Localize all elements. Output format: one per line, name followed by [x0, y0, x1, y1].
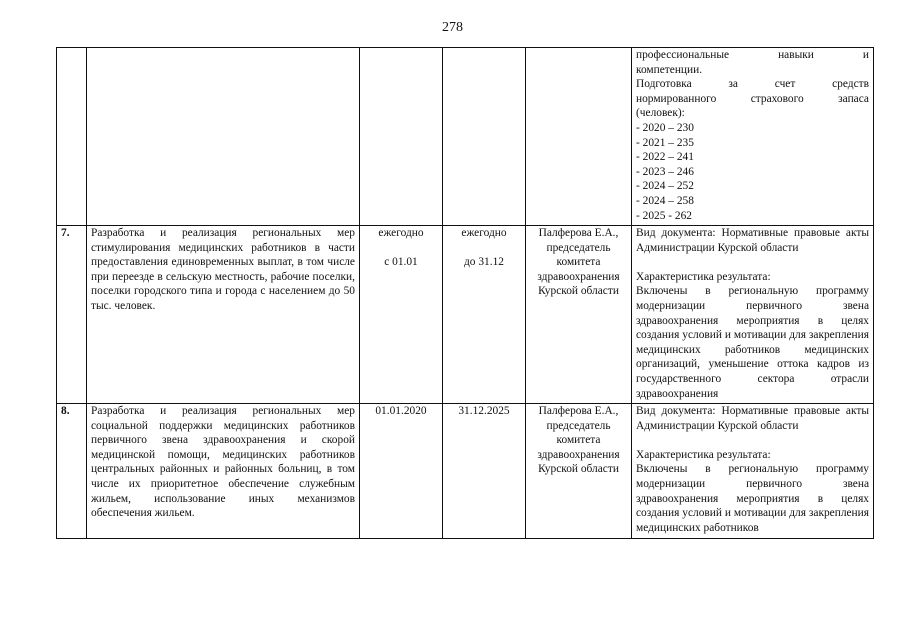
doc-type: Вид документа: Нормативные правовые акты Администрации Курской области — [636, 405, 869, 432]
table-row-continued — [57, 48, 874, 226]
table-row — [57, 404, 874, 539]
end-cell — [443, 48, 526, 226]
result-cell — [632, 404, 874, 539]
table-row — [57, 226, 874, 404]
result-cell — [632, 48, 874, 226]
result-text: Включены в региональную программу модернизации первичного звена здравоохранения мероприятия в целях создания условий и мотивации для закрепления медицинских работников медицинских организаций, уменьшение оттока кадров из государственного сектора отрасли здравоохранения — [636, 285, 869, 400]
end-date: до 31.12 — [464, 256, 504, 269]
start-cell — [360, 48, 443, 226]
task-text: Разработка и реализация региональных мер социальной поддержки медицинских работников первичного звена здравоохранения и скорой медицинской помощи, медицинских работников центральных районных и районных больниц, в том числе их приоритетное обеспечение служебным жильем, использование иных механизмов обеспечения жильем. — [87, 404, 360, 539]
start-label: ежегодно — [378, 227, 424, 239]
responsible-text: Палферова Е.А., председатель комитета здравоохранения Курской области — [526, 226, 632, 404]
end-date: 31.12.2025 — [443, 404, 526, 539]
end-cell — [443, 226, 526, 404]
result-text: Включены в региональную программу модернизации первичного звена здравоохранения мероприятия в целях создания условий и мотивации для закрепления медицинских работников — [636, 463, 869, 534]
result-line: - 2020 – 230 — [636, 121, 694, 134]
end-label: ежегодно — [461, 227, 507, 239]
result-line: - 2024 – 252 — [636, 180, 694, 193]
start-cell — [360, 226, 443, 404]
result-heading: Характеристика результата: — [636, 448, 771, 461]
result-line: Подготовка за счет средств — [636, 78, 869, 91]
result-line: - 2024 – 258 — [636, 194, 694, 207]
result-line: - 2022 – 241 — [636, 151, 694, 164]
result-line: - 2025 - 262 — [636, 209, 692, 222]
result-line: (человек): — [636, 107, 685, 120]
start-date: с 01.01 — [384, 256, 418, 269]
result-line: нормированного страхового запаса — [636, 92, 869, 105]
task-cell — [87, 48, 360, 226]
responsible-text: Палферова Е.А., председатель комитета здравоохранения Курской области — [526, 404, 632, 539]
task-text: Разработка и реализация региональных мер стимулирования медицинских работников в части предоставления единовременных выплат, в том числе при переезде в сельскую местность, рабочие поселки, поселки городского типа и города с населением до 50 тыс. человек. — [87, 226, 360, 404]
responsible-cell — [526, 48, 632, 226]
row-number: 8. — [57, 404, 87, 539]
result-cell — [632, 226, 874, 404]
page-number: 278 — [442, 20, 463, 35]
result-line: - 2023 – 246 — [636, 165, 694, 178]
measures-table — [56, 47, 874, 539]
row-number-cell — [57, 48, 87, 226]
start-date: 01.01.2020 — [360, 404, 443, 539]
result-line: компетенции. — [636, 63, 703, 76]
doc-type: Вид документа: Нормативные правовые акты Администрации Курской области — [636, 227, 869, 254]
result-line: - 2021 – 235 — [636, 136, 694, 149]
row-number: 7. — [57, 226, 87, 404]
result-heading: Характеристика результата: — [636, 270, 771, 283]
result-line: профессиональные навыки и — [636, 49, 869, 61]
